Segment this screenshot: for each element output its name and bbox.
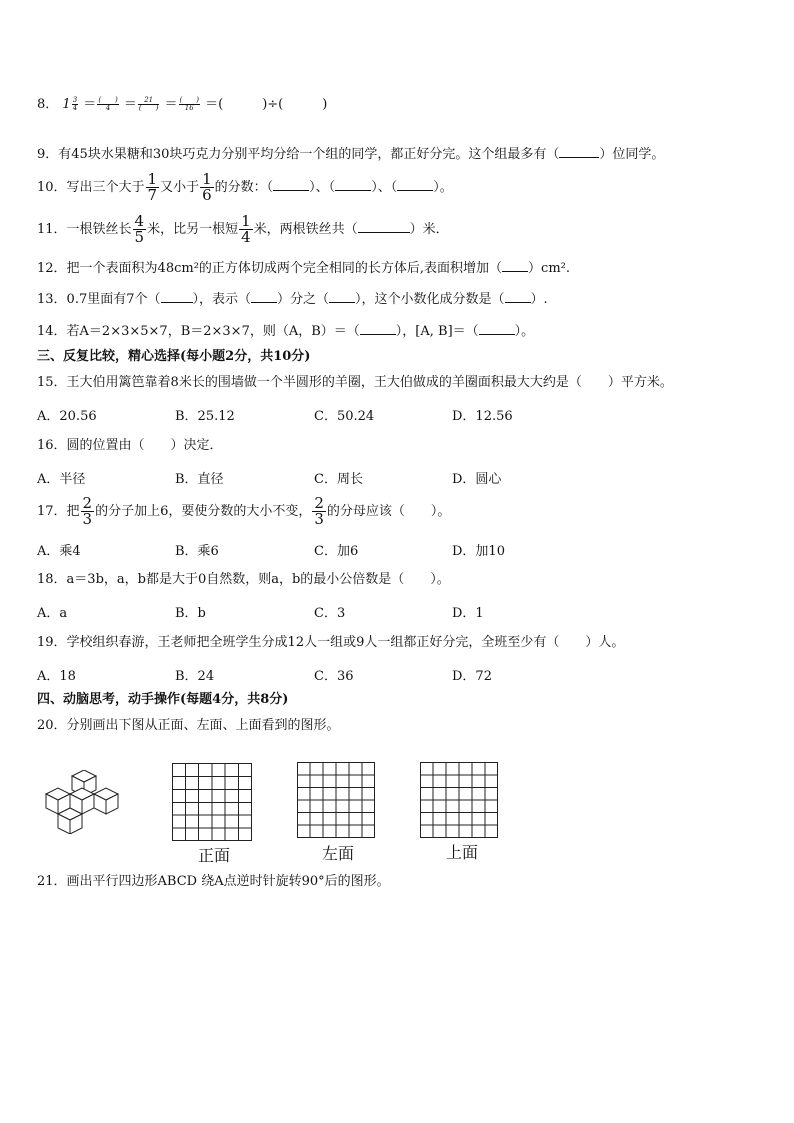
answer-blank[interactable] xyxy=(360,322,396,335)
question-19: 19．学校组织春游，王老师把全班学生分成12人一组或9人一组都正好分完，全班至少有（ ）人。 xyxy=(37,635,625,650)
grid-front-view xyxy=(172,763,252,841)
question-20: 20．分别画出下图从正面、左面、上面看到的图形。 xyxy=(37,718,340,733)
option-b[interactable]: B．直径 xyxy=(175,472,224,487)
section-3-heading: 三、反复比较，精心选择(每小题2分，共10分) xyxy=(37,349,311,364)
option-a[interactable]: A．18 xyxy=(37,669,76,684)
option-d[interactable]: D．12.56 xyxy=(452,409,513,424)
option-a[interactable]: A．半径 xyxy=(37,472,86,487)
option-c[interactable]: C．50.24 xyxy=(314,409,375,424)
option-b[interactable]: B．b xyxy=(175,606,206,621)
fraction-3: $\frac{( )}{16}$ xyxy=(179,96,199,112)
option-b[interactable]: B．25.12 xyxy=(175,409,235,424)
question-12: 12．把一个表面积为48cm²的正方体切成两个完全相同的长方体后,表面积增加（ ）cm². xyxy=(37,261,570,276)
fraction-one-sixth: $\frac{1}{6}$ xyxy=(202,170,212,204)
option-c[interactable]: C．36 xyxy=(314,669,354,684)
option-d[interactable]: D．1 xyxy=(452,606,484,621)
question-9: 9．有45块水果糖和30块巧克力分别平均分给一个组的同学，都正好分完。这个组最多有（ ）位同学。 xyxy=(37,147,665,162)
answer-blank[interactable] xyxy=(273,178,309,191)
fraction-one-seventh: $\frac{1}{7}$ xyxy=(147,170,158,204)
question-number: 8． xyxy=(37,97,59,112)
answer-blank[interactable] xyxy=(161,290,193,303)
fraction-1: $\frac{( )}{4}$ xyxy=(98,96,118,112)
fraction-one-quarter: $\frac{1}{4}$ xyxy=(241,212,251,246)
question-10: 10．写出三个大于 $\frac{1}{7}$ 又小于 $\frac{1}{6}$ 的分数：（ ）、（ ）、（ ）。 xyxy=(37,170,453,204)
question-14: 14．若A＝2×3×5×7，B＝2×3×7，则（A，B）＝（ ），[A, B]＝（ ）。 xyxy=(37,324,535,339)
answer-blank[interactable] xyxy=(479,322,515,335)
option-c[interactable]: C．3 xyxy=(314,606,346,621)
option-a[interactable]: A．20.56 xyxy=(37,409,97,424)
question-17: 17．把 $\frac{2}{3}$ 的分子加上6，要使分数的大小不变， $\frac{2}{3}$ 的分母应该（ ）。 xyxy=(37,494,451,528)
label-front: 正面 xyxy=(198,846,231,865)
fraction-mixed: $\frac{3}{4}$ xyxy=(72,96,78,112)
question-11: 11．一根铁丝长 $\frac{4}{5}$ 米，比另一根短 $\frac{1}{4}$ 米，两根铁丝共（ ）米． xyxy=(37,212,449,246)
answer-blank[interactable] xyxy=(335,178,371,191)
fraction-four-fifths: $\frac{4}{5}$ xyxy=(134,212,145,246)
cube-stack-figure xyxy=(42,770,124,834)
answer-blank[interactable] xyxy=(397,178,433,191)
grid-left-view xyxy=(297,762,375,838)
question-16: 16．圆的位置由（ ）决定． xyxy=(37,438,223,453)
grid-top-view xyxy=(420,762,498,838)
mixed-whole: 1 xyxy=(62,97,71,112)
question-13: 13．0.7里面有7个（ ），表示（ ）分之（ ），这个小数化成分数是（ ）. xyxy=(37,292,548,307)
answer-blank[interactable] xyxy=(329,290,355,303)
option-b[interactable]: B．乘6 xyxy=(175,544,219,559)
label-top: 上面 xyxy=(446,843,479,862)
fraction-two-thirds: $\frac{2}{3}$ xyxy=(314,494,324,528)
option-a[interactable]: A．乘4 xyxy=(37,544,81,559)
answer-blank[interactable] xyxy=(505,290,531,303)
option-d[interactable]: D．72 xyxy=(452,669,492,684)
division-blanks: ＝( )÷( ) xyxy=(205,97,328,112)
question-8: 8． 1 $\frac{3}{4}$ ＝ $\frac{( )}{4}$ ＝ $\frac{21}{( )}$ ＝ $\frac{( )}{16}$ ＝( )÷( ) xyxy=(37,96,328,112)
answer-blank[interactable] xyxy=(251,290,277,303)
answer-blank[interactable] xyxy=(358,220,410,233)
option-d[interactable]: D．圆心 xyxy=(452,472,502,487)
option-b[interactable]: B．24 xyxy=(175,669,215,684)
answer-blank[interactable] xyxy=(502,259,528,272)
answer-blank[interactable] xyxy=(559,145,599,158)
fraction-2: $\frac{21}{( )}$ xyxy=(138,96,159,112)
section-4-heading: 四、动脑思考，动手操作(每题4分，共8分) xyxy=(37,692,289,707)
label-left: 左面 xyxy=(322,844,355,863)
fraction-two-thirds: $\frac{2}{3}$ xyxy=(82,494,93,528)
option-d[interactable]: D．加10 xyxy=(452,544,505,559)
option-a[interactable]: A．a xyxy=(37,606,68,621)
question-21: 21．画出平行四边形ABCD 绕A点逆时针旋转90°后的图形。 xyxy=(37,874,390,889)
option-c[interactable]: C．周长 xyxy=(314,472,363,487)
option-c[interactable]: C．加6 xyxy=(314,544,359,559)
question-15: 15．王大伯用篱笆靠着8米长的围墙做一个半圆形的羊圈，王大伯做成的羊圈面积最大大约是（ ）平方米。 xyxy=(37,375,673,390)
question-18: 18．a＝3b，a，b都是大于0自然数，则a，b的最小公倍数是（ ）。 xyxy=(37,572,450,587)
